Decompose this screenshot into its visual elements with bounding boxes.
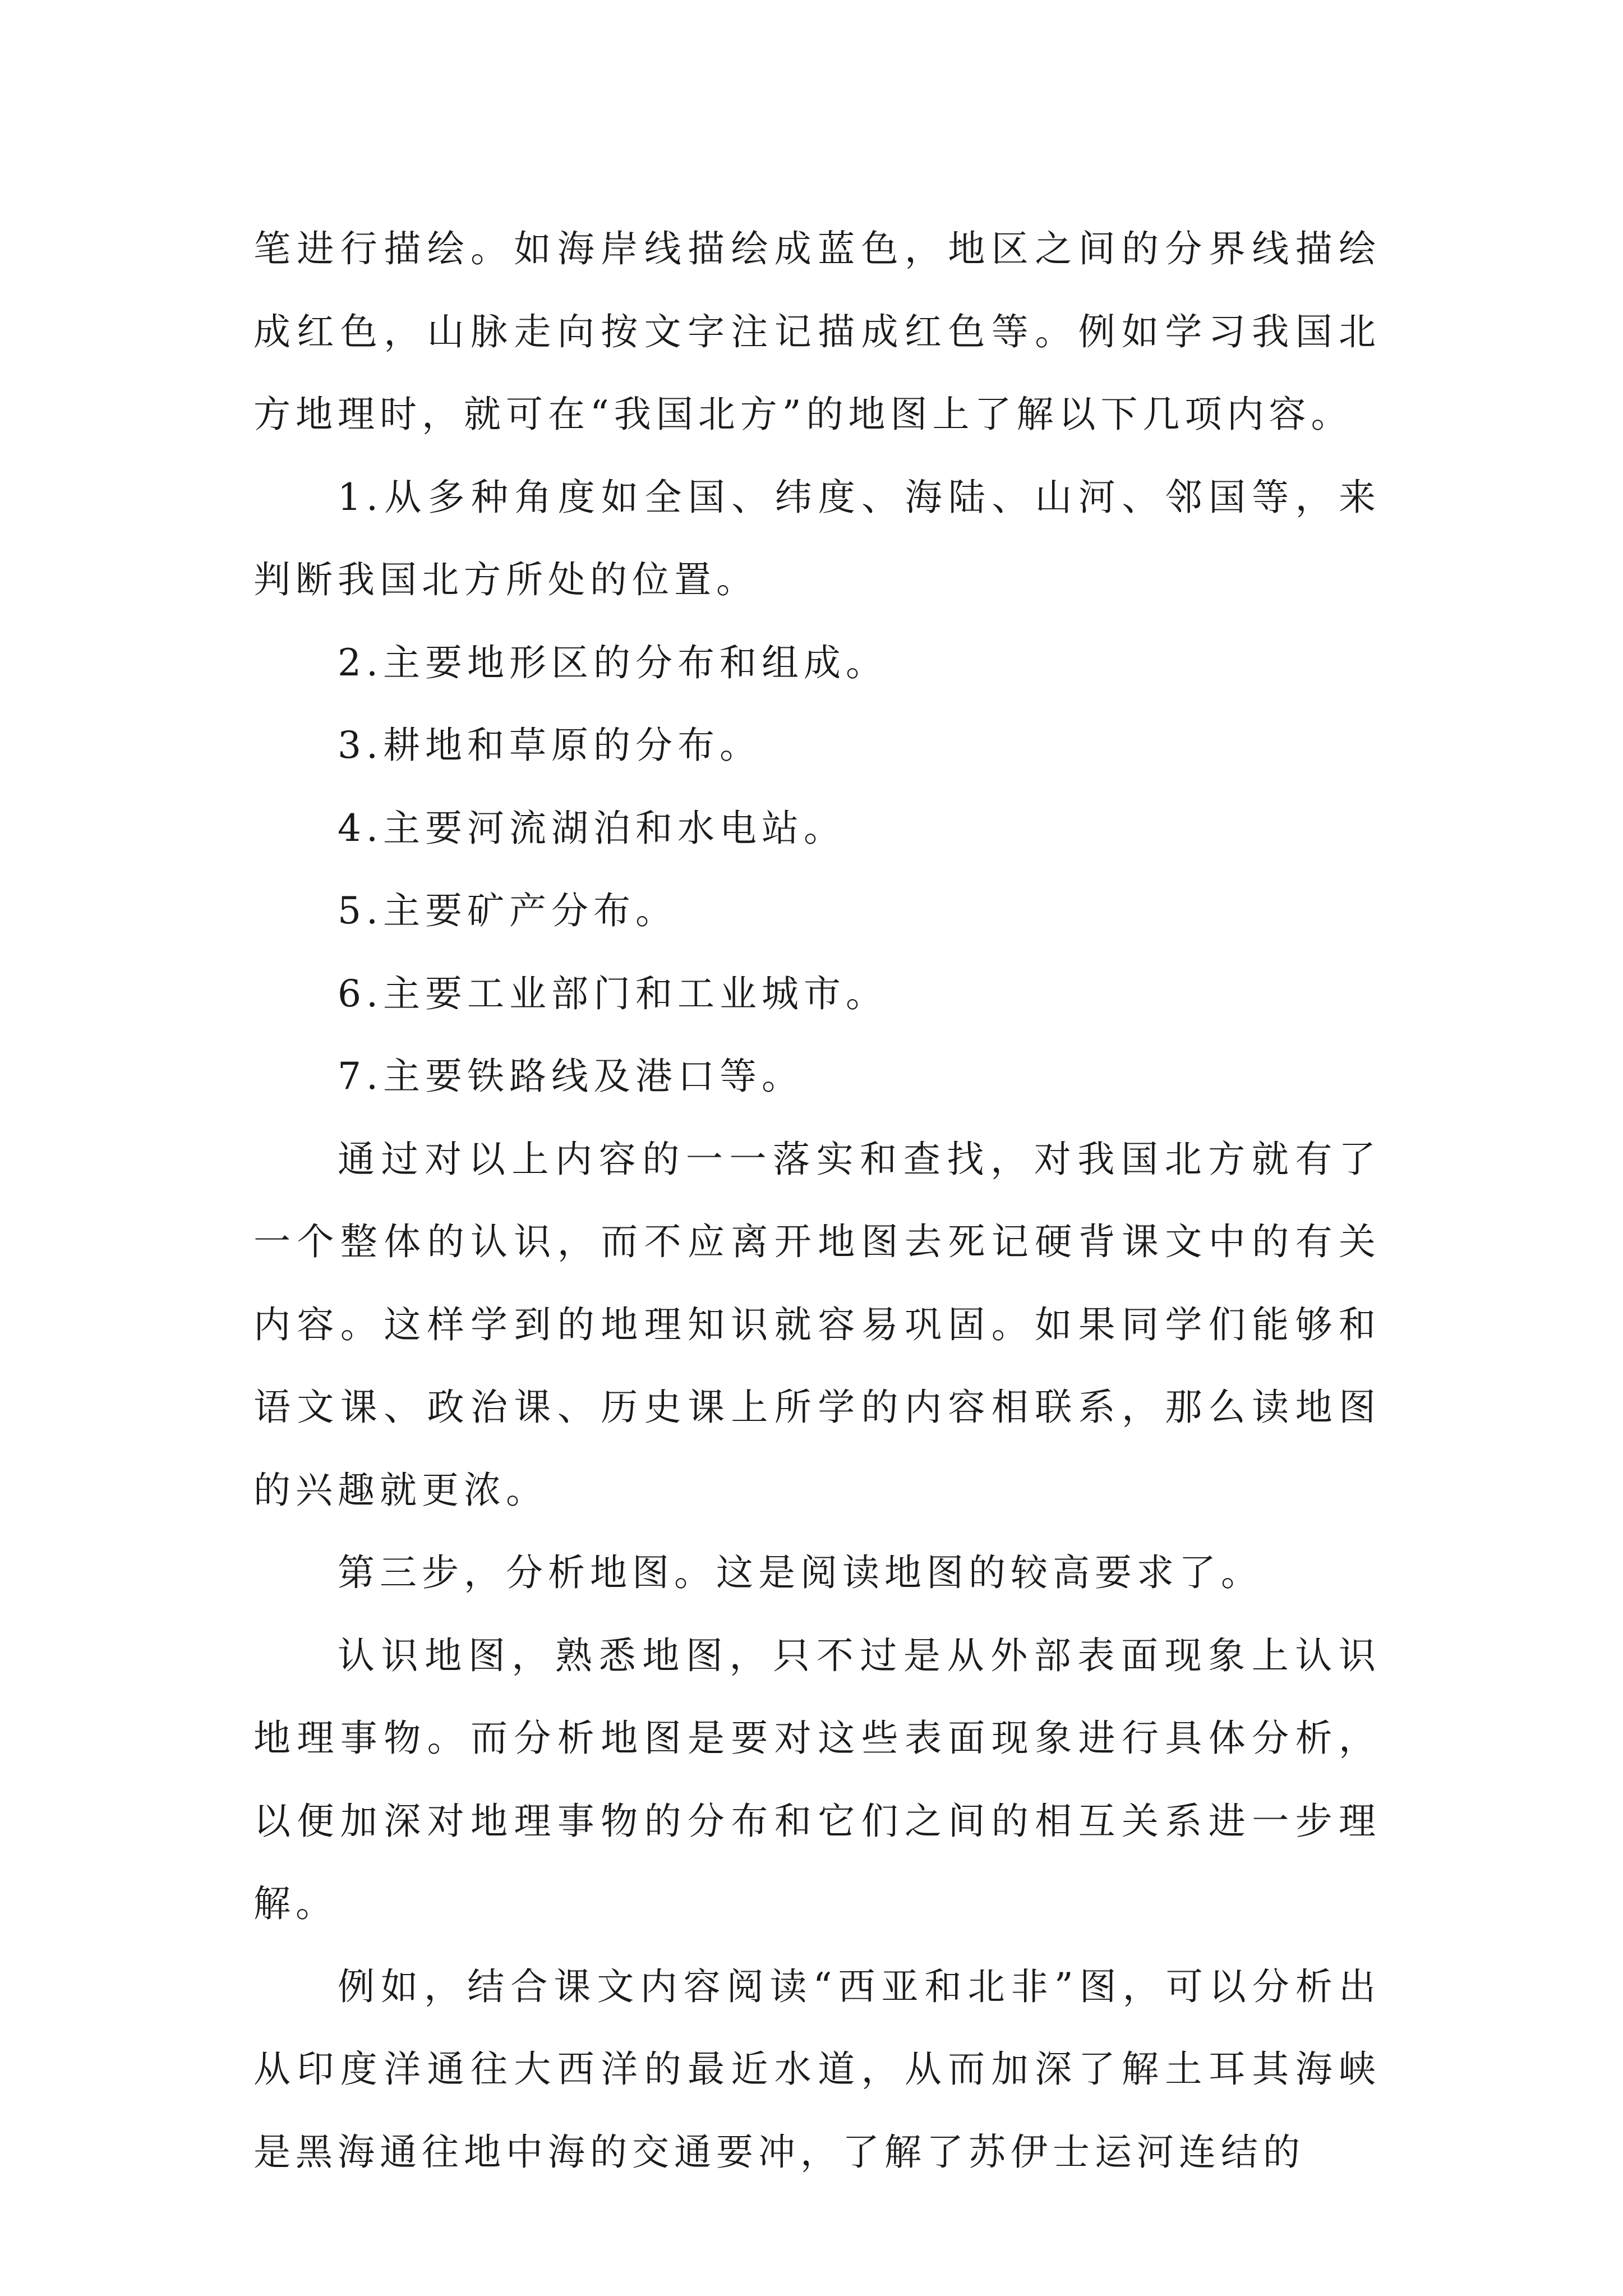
paragraph-continuation: 笔进行描绘。如海岸线描绘成蓝色，地区之间的分界线描绘成红色，山脉走向按文字注记描成红色等。例如学习我国北方地理时，就可在“我国北方”的地图上了解以下几项内容。 bbox=[253, 227, 1381, 436]
list-item-1: 1.从多种角度如全国、纬度、海陆、山河、邻国等，来判断我国北方所处的位置。 bbox=[253, 475, 1381, 601]
list-item-2: 2.主要地形区的分布和组成。 bbox=[338, 641, 888, 684]
body-text bbox=[253, 208, 1381, 2193]
list-item-6: 6.主要工业部门和工业城市。 bbox=[338, 972, 888, 1015]
paragraph-example: 例如，结合课文内容阅读“西亚和北非”图，可以分析出从印度洋通往大西洋的最近水道，从而加深了解土耳其海峡是黑海通往地中海的交通要冲，了解了苏伊士运河连结的 bbox=[253, 1964, 1381, 2174]
paragraph-step-three: 第三步，分析地图。这是阅读地图的较高要求了。 bbox=[338, 1551, 1263, 1594]
list-item-7: 7.主要铁路线及港口等。 bbox=[338, 1055, 804, 1098]
paragraph-analysis: 认识地图，熟悉地图，只不过是从外部表面现象上认识地理事物。而分析地图是要对这些表面现象进行具体分析，以便加深对地理事物的分布和它们之间的相互关系进一步理解。 bbox=[253, 1634, 1381, 1925]
list-item-4: 4.主要河流湖泊和水电站。 bbox=[338, 806, 846, 850]
list-item-3: 3.耕地和草原的分布。 bbox=[338, 724, 762, 767]
list-item-5: 5.主要矿产分布。 bbox=[338, 889, 677, 932]
paragraph-summary: 通过对以上内容的一一落实和查找，对我国北方就有了一个整体的认识，而不应离开地图去死记硬背课文中的有关内容。这样学到的地理知识就容易巩固。如果同学们能够和语文课、政治课、历史课上所学的内容相联系，那么读地图的兴趣就更浓。 bbox=[253, 1137, 1381, 1512]
